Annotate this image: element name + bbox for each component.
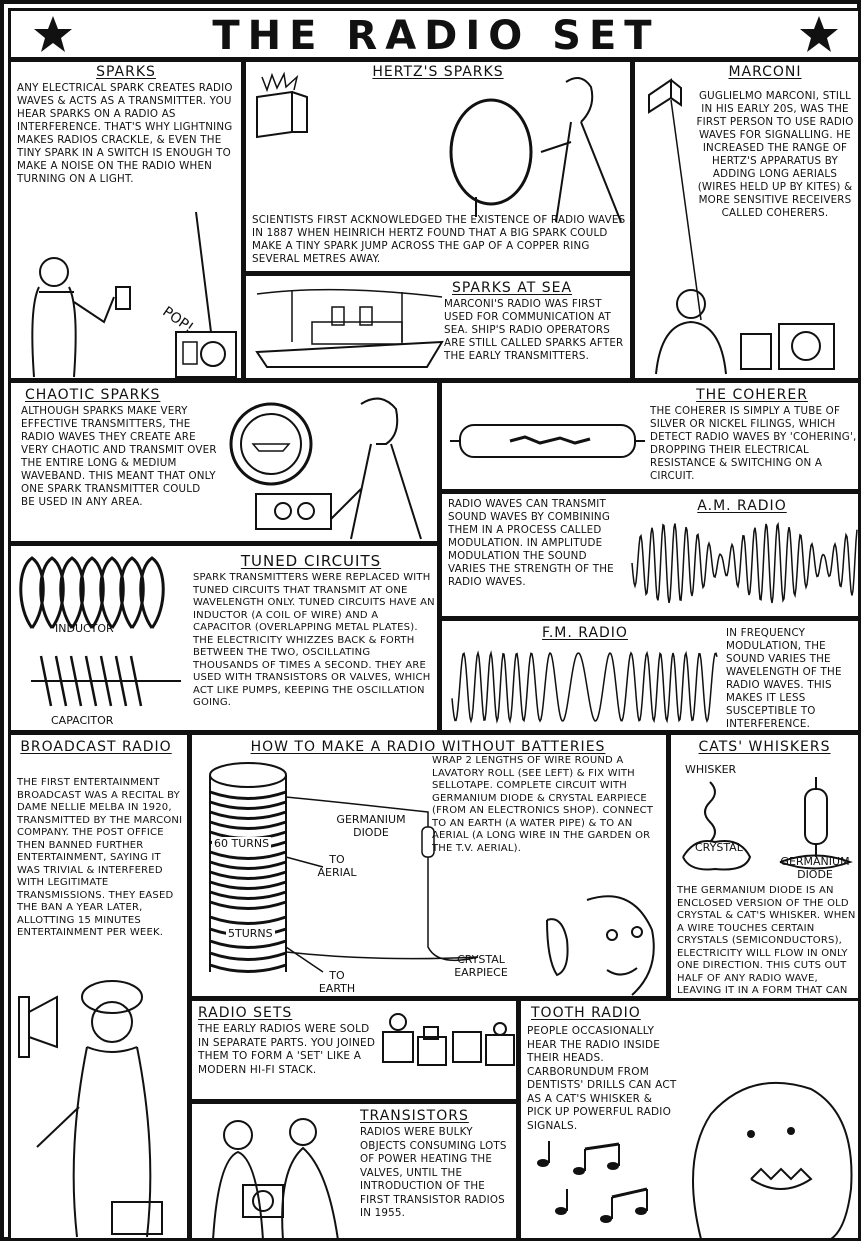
page-title: THE RADIO SET — [212, 13, 660, 59]
panel-title: TOOTH RADIO — [531, 1005, 641, 1021]
panel-body: THE EARLY RADIOS WERE SOLD IN SEPARATE PARTS. YOU JOINED THEM TO FORM A 'SET' LIKE A MODERN HI-FI STACK. — [198, 1023, 376, 1076]
panel-transistors — [189, 1101, 519, 1241]
panel-cats-whiskers — [668, 732, 861, 1037]
panel-title: BROADCAST RADIO — [20, 739, 172, 755]
five-turns-label: 5TURNS — [228, 927, 273, 940]
panel-body: PEOPLE OCCASIONALLY HEAR THE RADIO INSIDE THEIR HEADS. CARBORUNDUM FROM DENTISTS' DRILLS CAN ACT AS A CAT'S WHISKER & PICK UP POWERFUL RADIO SIGNALS. — [527, 1025, 677, 1132]
panel-body: ANY ELECTRICAL SPARK CREATES RADIO WAVES & ACTS AS A TRANSMITTER. YOU HEAR SPARKS ON A RADIO AS INTERFERENCE. THAT'S WHY LIGHTNING MAKES RADIOS CRACKLE, & EVEN THE TINY SPARK IN A SWITCH IS ENOUGH TO MAKE A NOISE ON THE RADIO WHEN TURNING ON A LIGHT. — [17, 82, 233, 185]
panel-body: SCIENTISTS FIRST ACKNOWLEDGED THE EXISTENCE OF RADIO WAVES IN 1887 WHEN HEINRICH HERTZ FOUND THAT A BIG SPARK COULD MAKE A TINY SPARK JUMP ACROSS THE GAP OF A COPPER RING SEVERAL METRES AWAY. — [252, 214, 626, 265]
panel-body: IN FREQUENCY MODULATION, THE SOUND VARIES THE WAVELENGTH OF THE RADIO WAVES. THIS MAKES IT LESS SUSCEPTIBLE TO INTERFERENCE. — [726, 627, 842, 730]
panel-chaotic-sparks — [8, 380, 440, 544]
panel-marconi — [632, 59, 861, 381]
panel-am-radio — [439, 491, 861, 619]
transistor-radio-people-illustration — [198, 1110, 348, 1240]
panel-body: GUGLIELMO MARCONI, STILL IN HIS EARLY 20S, WAS THE FIRST PERSON TO USE RADIO WAVES FOR SIGNALLING. HE INCREASED THE RANGE OF HERTZ'S APPARATUS BY ADDING LONG AERIALS (WIRES HELD UP BY KITES) & MORE SENSITIVE RECEIVERS CALLED COHERERS. — [696, 90, 854, 219]
radio-box-illustration — [171, 302, 241, 381]
panel-body: ALTHOUGH SPARKS MAKE VERY EFFECTIVE TRANSMITTERS, THE RADIO WAVES THEY CREATE ARE VERY CHAOTIC AND TRANSMIT OVER THE ENTIRE LONG & MEDIUM WAVEBAND. THIS MEANT THAT ONLY ONE SPARK TRANSMITTER COULD BE USED IN ANY AREA. — [21, 405, 217, 508]
to-aerial-label: TO AERIAL — [317, 853, 357, 879]
panel-title: TUNED CIRCUITS — [240, 552, 382, 570]
panel-title: HERTZ'S SPARKS — [372, 64, 504, 80]
panel-body: SPARK TRANSMITTERS WERE REPLACED WITH TUNED CIRCUITS THAT TRANSMIT AT ONE WAVELENGTH ONLY. TUNED CIRCUITS HAVE AN INDUCTOR (A COIL OF WIRE) AND A CAPACITOR (OVERLAPPING METAL PLATES). THE ELECTRICITY WHIZZES BACK & FORTH BETWEEN THE TWO, OSCILLATING THOUSANDS OF TIMES A SECOND. THEY ARE USED WITH TRANSISTORS OR VALVES, WHICH ACT LIKE PUMPS, KEEPING THE OSCILLATION GOING. — [193, 572, 435, 708]
whisker-label: WHISKER — [685, 763, 737, 776]
copper-ring-illustration — [436, 87, 546, 207]
panel-title: MARCONI — [728, 64, 802, 80]
panel-sparks — [8, 59, 244, 381]
germanium-diode-label: GERMANIUM DIODE — [336, 813, 406, 839]
coherer-tube-illustration — [450, 413, 645, 473]
spark-gap-illustration — [252, 72, 322, 142]
panel-body: RADIO WAVES CAN TRANSMIT SOUND WAVES BY COMBINING THEM IN A PROCESS CALLED MODULATION. IN AMPLITUDE MODULATION THE SOUND VARIES THE STRENGTH OF THE RADIO WAVES. — [448, 498, 614, 588]
porthole-operator-illustration — [221, 389, 436, 539]
panel-title: CATS' WHISKERS — [698, 739, 831, 755]
am-waveform-illustration — [632, 518, 857, 608]
panel-body: THE COHERER IS SIMPLY A TUBE OF SILVER OR NICKEL FILINGS, WHICH DETECT RADIO WAVES BY 'COHERING', DROPPING THEIR ELECTRICAL RESISTANCE & SWITCHING ON A CIRCUIT. — [650, 405, 857, 482]
panel-tuned-circuits — [8, 543, 440, 733]
panel-hertz — [243, 59, 633, 274]
panel-body: WRAP 2 LENGTHS OF WIRE ROUND A LAVATORY ROLL (SEE LEFT) & FIX WITH SELLOTAPE. COMPLETE CIRCUIT WITH GERMANIUM DIODE & CRYSTAL EARPIECE (FROM AN ELECTRONICS SHOP). CONNECT TO AN EARTH (A WATER PIPE) & TO AN AERIAL (A LONG WIRE IN THE GARDEN OR THE T.V. AERIAL). — [432, 755, 654, 854]
star-right-icon — [799, 14, 839, 54]
crystal-label: CRYSTAL — [695, 841, 743, 854]
to-earth-label: TO EARTH — [318, 969, 356, 995]
capacitor-label: CAPACITOR — [51, 714, 114, 727]
inductor-label: INDUCTOR — [55, 622, 114, 635]
panel-sparks-at-sea — [243, 273, 633, 381]
ship-illustration — [252, 282, 447, 372]
capacitor-plates-illustration — [21, 646, 191, 716]
germanium-diode-label: GERMANIUM DIODE — [780, 855, 850, 881]
panel-coherer — [439, 380, 861, 492]
panel-fm-radio — [439, 618, 861, 733]
panel-body: THE GERMANIUM DIODE IS AN ENCLOSED VERSION OF THE OLD CRYSTAL & CAT'S WHISKER. WHEN A WIRE TOUCHES CERTAIN CRYSTALS (SEMICONDUCTORS), ELECTRICITY WILL FLOW IN ONLY ONE DIRECTION. THIS CUTS OUT HALF OF ANY RADIO WAVE, LEAVING IT IN A FORM THAT CAN — [677, 885, 856, 996]
panel-how-to-make-radio — [189, 732, 669, 999]
head-with-teeth-illustration — [681, 1069, 861, 1239]
pop-text: POP! — [159, 303, 197, 337]
fm-waveform-illustration — [452, 647, 717, 727]
music-notes-illustration — [531, 1141, 661, 1231]
panel-body: THE FIRST ENTERTAINMENT BROADCAST WAS A RECITAL BY DAME NELLIE MELBA IN 1920, TRANSMITTED BY THE MARCONI COMPANY. THE POST OFFICE THEN BANNED FURTHER ENTERTAINMENT, SAYING IT WAS TRIVIAL & INTERFERED WITH LEGITIMATE TRANSMISSIONS. THEY EASED THE BAN A YEAR LATER, ALLOTTING 15 MINUTES ENTERTAINMENT PER WEEK. — [17, 777, 183, 938]
panel-title: A.M. RADIO — [697, 498, 787, 514]
marconi-figure-illustration — [641, 284, 841, 374]
panel-title: SPARKS — [96, 64, 156, 80]
panel-broadcast-radio — [8, 732, 190, 1241]
panel-body: RADIOS WERE BULKY OBJECTS CONSUMING LOTS OF POWER HEATING THE VALVES, UNTIL THE INTRODUCTION OF THE FIRST TRANSISTOR RADIOS IN 1955. — [360, 1126, 507, 1219]
panel-tooth-radio — [518, 998, 861, 1241]
panel-title: TRANSISTORS — [360, 1108, 469, 1124]
nellie-melba-illustration — [17, 967, 187, 1237]
panel-title: RADIO SETS — [198, 1005, 293, 1021]
header-banner — [8, 8, 861, 60]
crystal-earpiece-label: CRYSTAL EARPIECE — [454, 953, 508, 979]
sixty-turns-label: 60 TURNS — [214, 837, 270, 850]
man-with-switch-illustration — [19, 247, 139, 377]
panel-title: SPARKS AT SEA — [452, 280, 573, 296]
early-radio-parts-illustration — [378, 1007, 518, 1077]
hertz-figure-illustration — [536, 72, 626, 222]
star-left-icon — [33, 14, 73, 54]
panel-title: THE COHERER — [696, 387, 808, 403]
face-with-earpiece-illustration — [542, 890, 662, 999]
panel-title: F.M. RADIO — [542, 625, 628, 641]
panel-radio-sets — [189, 998, 519, 1102]
panel-title: HOW TO MAKE A RADIO WITHOUT BATTERIES — [250, 739, 606, 755]
panel-title: CHAOTIC SPARKS — [25, 387, 161, 403]
panel-body: MARCONI'S RADIO WAS FIRST USED FOR COMMUNICATION AT SEA. SHIP'S RADIO OPERATORS ARE STILL CALLED SPARKS AFTER THE EARLY TRANSMITTERS. — [444, 298, 624, 362]
